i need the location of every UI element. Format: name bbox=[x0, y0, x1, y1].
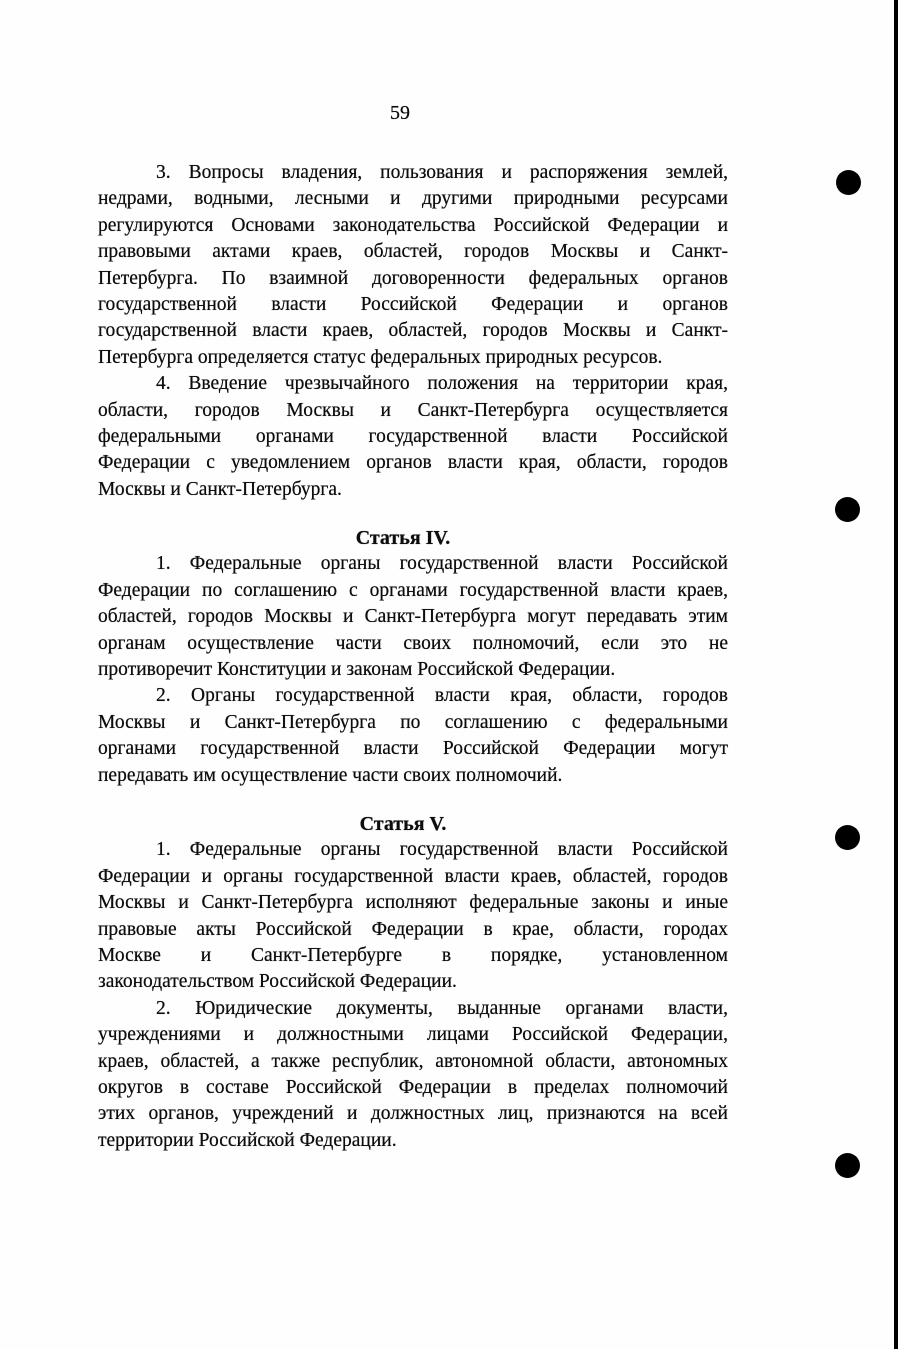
text-line: Москвы и Санкт-Петербурга по соглашению с федеральными bbox=[98, 711, 728, 733]
clause-4 bbox=[98, 371, 728, 503]
article-5-heading: Статья V. bbox=[359, 813, 447, 835]
text-line: 1. Федеральные органы государственной власти Российской bbox=[156, 839, 728, 861]
text-line: правовыми актами краев, областей, городов Москвы и Санкт- bbox=[98, 241, 728, 263]
article-4-clause-1 bbox=[98, 551, 728, 683]
text-line: областей, городов Москвы и Санкт-Петербурга могут передавать этим bbox=[98, 606, 728, 628]
text-line: 2. Органы государственной власти края, области, городов bbox=[156, 685, 728, 707]
text-line: государственной власти Российской Федерации и органов bbox=[98, 293, 728, 315]
text-line: этих органов, учреждений и должностных лиц, признаются на всей bbox=[98, 1103, 728, 1125]
text-line: области, городов Москвы и Санкт-Петербурга осуществляется bbox=[98, 399, 728, 421]
text-line: регулируются Основами законодательства Российской Федерации и bbox=[98, 214, 728, 236]
binding-hole-dot bbox=[836, 170, 861, 195]
article-4-heading: Статья IV. bbox=[355, 527, 451, 550]
text-line: органами государственной власти Российской Федерации могут bbox=[98, 738, 728, 760]
text-column bbox=[98, 100, 728, 1154]
text-line: федеральными органами государственной власти Российской bbox=[98, 425, 728, 447]
text-line: учреждениями и должностными лицами Российской Федерации, bbox=[98, 1024, 728, 1046]
article-4-clause-2 bbox=[98, 683, 728, 789]
text-line: правовые акты Российской Федерации в крае, области, городах bbox=[98, 918, 728, 940]
text-line: Петербурга определяется статус федеральных природных ресурсов. bbox=[98, 346, 663, 368]
scan-edge-line bbox=[894, 0, 898, 1349]
text-line: Федерации с уведомлением органов власти края, области, городов bbox=[98, 452, 728, 474]
article-5-clause-2 bbox=[98, 996, 728, 1154]
text-line: 3. Вопросы владения, пользования и распоряжения землей, bbox=[156, 162, 728, 183]
text-line: противоречит Конституции и законам Российской Федерации. bbox=[98, 659, 616, 681]
binding-hole-dot bbox=[835, 825, 860, 850]
text-line: Федерации и органы государственной власти краев, областей, городов bbox=[98, 865, 728, 887]
text-line: Москвы и Санкт-Петербурга. bbox=[98, 478, 342, 500]
text-line: недрами, водными, лесными и другими природными ресурсами bbox=[98, 188, 728, 210]
text-line: органам осуществление части своих полномочий, если это не bbox=[98, 632, 728, 654]
text-line: округов в составе Российской Федерации в пределах полномочий bbox=[98, 1076, 728, 1098]
clause-3 bbox=[98, 160, 728, 371]
text-line: территории Российской Федерации. bbox=[98, 1129, 397, 1151]
page-number: 59 bbox=[390, 102, 410, 124]
text-line: государственной власти краев, областей, городов Москвы и Санкт- bbox=[98, 320, 728, 342]
text-line: 1. Федеральные органы государственной власти Российской bbox=[156, 553, 728, 575]
article-5-clause-1 bbox=[98, 837, 728, 995]
text-line: Москвы и Санкт-Петербурга исполняют федеральные законы и иные bbox=[98, 892, 728, 914]
text-line: 4. Введение чрезвычайного положения на территории края, bbox=[156, 373, 728, 395]
text-line: 2. Юридические документы, выданные органами власти, bbox=[156, 997, 728, 1019]
text-line: Петербурга. По взаимной договоренности федеральных органов bbox=[98, 267, 728, 289]
text-line: Федерации по соглашению с органами государственной власти краев, bbox=[98, 579, 728, 601]
binding-hole-dot bbox=[835, 497, 860, 522]
document-body bbox=[98, 160, 728, 1154]
text-line: законодательством Российской Федерации. bbox=[98, 971, 457, 993]
binding-hole-dot bbox=[835, 1153, 860, 1178]
text-line: Москве и Санкт-Петербурге в порядке, установленном bbox=[98, 944, 728, 966]
text-line: передавать им осуществление части своих полномочий. bbox=[98, 764, 563, 786]
text-line: краев, областей, а также республик, автономной области, автономных bbox=[98, 1050, 728, 1072]
